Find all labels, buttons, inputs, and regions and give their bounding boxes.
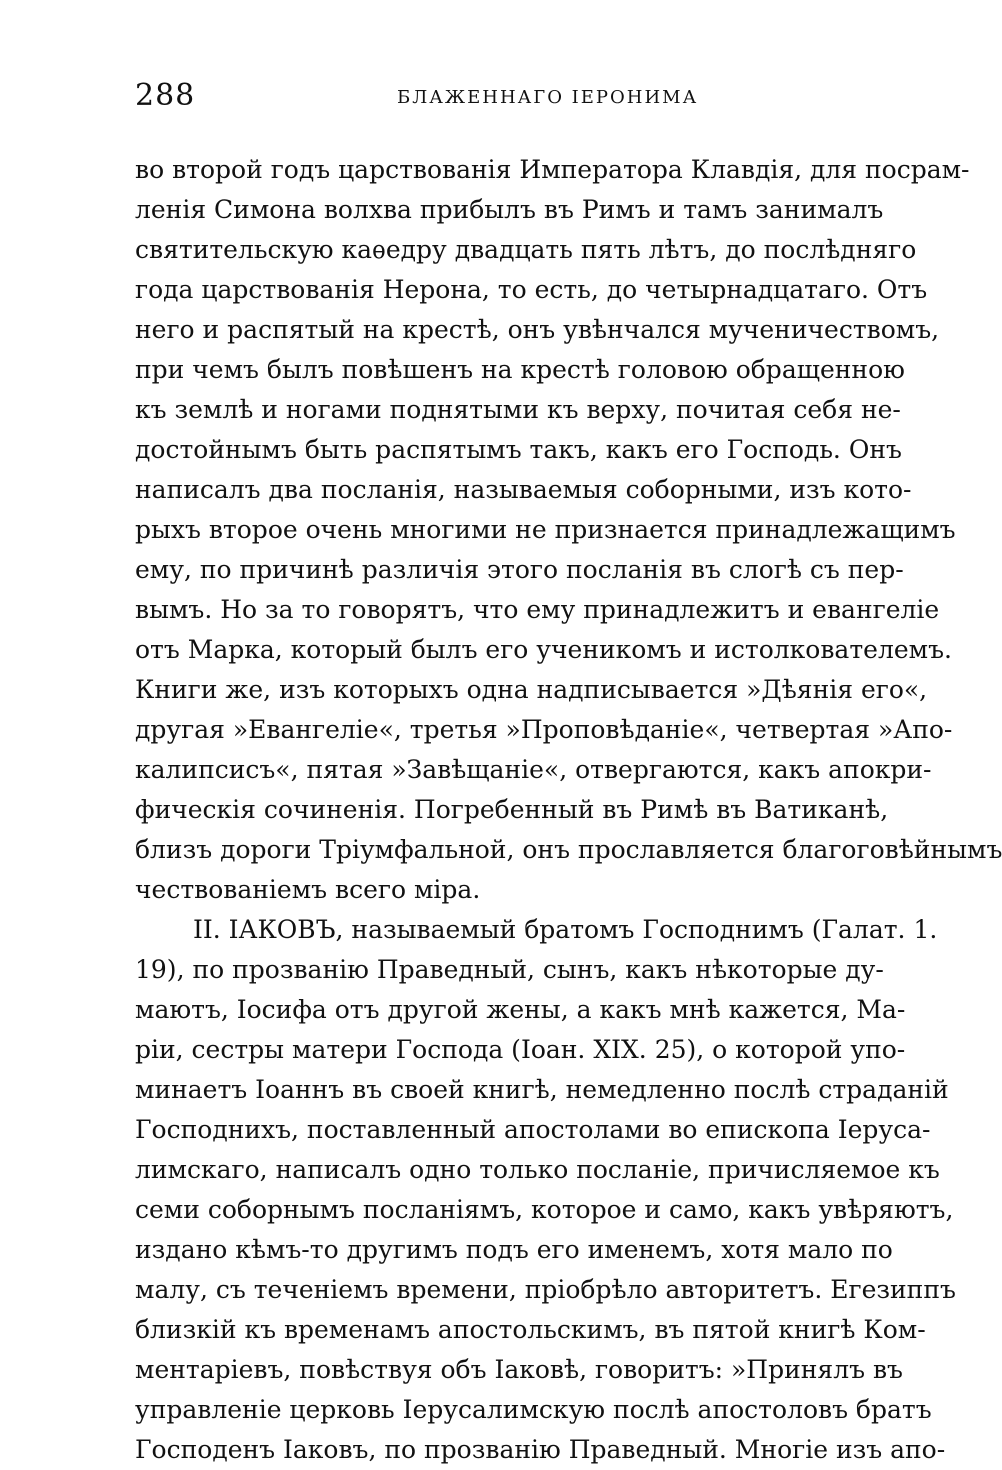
text-line: рыхъ второе очень многими не признается принадлежащимъ xyxy=(135,515,956,544)
text-line: ленія Симона волхва прибылъ въ Римъ и тамъ занималъ xyxy=(135,195,884,224)
text-line: чествованіемъ всего міра. xyxy=(135,875,481,904)
text-line: фическія сочиненія. Погребенный въ Римѣ въ Ватиканѣ, xyxy=(135,795,889,824)
text-line: достойнымъ быть распятымъ такъ, какъ его Господь. Онъ xyxy=(135,435,902,464)
text-line: маютъ, Іосифа отъ другой жены, а какъ мнѣ кажется, Ма- xyxy=(135,995,906,1024)
text-line: къ землѣ и ногами поднятыми къ верху, почитая себя не- xyxy=(135,395,901,424)
text-line: написалъ два посланія, называемыя соборными, изъ кото- xyxy=(135,475,912,504)
text-line: другая »Евангеліе«, третья »Проповѣданіе«, четвертая »Апо- xyxy=(135,715,953,744)
text-line: года царствованія Нерона, то есть, до четырнадцатаго. Отъ xyxy=(135,275,928,304)
text-line: минаетъ Іоаннъ въ своей книгѣ, немедленно послѣ страданій xyxy=(135,1075,949,1104)
text-line: малу, съ теченіемъ времени, пріобрѣло авторитетъ. Егезиппъ xyxy=(135,1275,956,1304)
body-text xyxy=(135,150,1002,1470)
text-line: управленіе церковь Іерусалимскую послѣ апостоловъ братъ xyxy=(135,1395,932,1424)
text-line: лимскаго, написалъ одно только посланіе, причисляемое къ xyxy=(135,1155,940,1184)
text-line: II. ІАКОВЪ, называемый братомъ Господнимъ (Галат. 1. xyxy=(193,915,938,944)
text-line: при чемъ былъ повѣшенъ на крестѣ головою обращенною xyxy=(135,355,905,384)
text-line: калипсисъ«, пятая »Завѣщаніе«, отвергаются, какъ апокри- xyxy=(135,755,932,784)
text-line: Книги же, изъ которыхъ одна надписывается »Дѣянія его«, xyxy=(135,675,928,704)
text-line: ріи, сестры матери Господа (Іоан. XIX. 25), о которой упо- xyxy=(135,1035,906,1064)
page-header xyxy=(135,78,865,118)
text-line: святительскую каѳедру двадцать пять лѣтъ, до послѣдняго xyxy=(135,235,917,264)
text-line: близъ дороги Тріумфальной, онъ прославляется благоговѣйнымъ xyxy=(135,835,1002,864)
text-line: него и распятый на крестѣ, онъ увѣнчался мученичествомъ, xyxy=(135,315,940,344)
text-line: во второй годъ царствованія Императора Клавдія, для посрам- xyxy=(135,155,970,184)
text-line: издано кѣмъ-то другимъ подъ его именемъ, хотя мало по xyxy=(135,1235,893,1264)
text-line: Господенъ Іаковъ, по прозванію Праведный. Многіе изъ апо- xyxy=(135,1435,946,1464)
running-head: БЛАЖЕННАГО ІЕРОНИМА xyxy=(397,87,699,108)
text-line: 19), по прозванію Праведный, сынъ, какъ нѣкоторые ду- xyxy=(135,955,884,984)
text-line: отъ Марка, который былъ его ученикомъ и истолкователемъ. xyxy=(135,635,952,664)
text-line: Господнихъ, поставленный апостолами во епископа Іеруса- xyxy=(135,1115,931,1144)
text-line: семи соборнымъ посланіямъ, которое и само, какъ увѣряютъ, xyxy=(135,1195,954,1224)
text-line: ментаріевъ, повѣствуя объ Іаковѣ, говоритъ: »Принялъ въ xyxy=(135,1355,903,1384)
text-line: ему, по причинѣ различія этого посланія въ слогѣ съ пер- xyxy=(135,555,904,584)
text-line: близкій къ временамъ апостольскимъ, въ пятой книгѣ Ком- xyxy=(135,1315,926,1344)
text-line: вымъ. Но за то говорятъ, что ему принадлежитъ и евангеліе xyxy=(135,595,940,624)
page-number: 288 xyxy=(135,78,196,113)
